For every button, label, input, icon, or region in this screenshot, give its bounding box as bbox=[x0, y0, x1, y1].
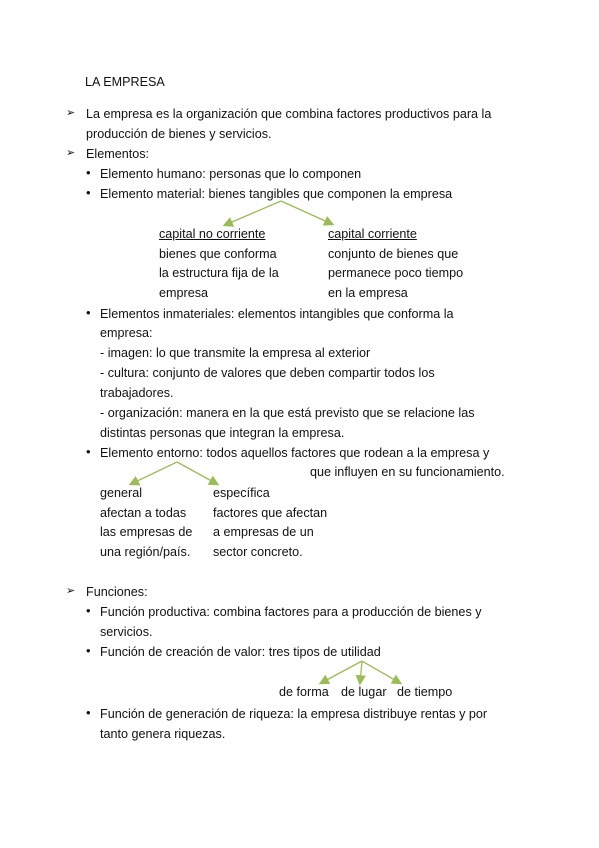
inmateriales-imagen: - imagen: lo que transmite la empresa al exterior bbox=[100, 346, 371, 360]
funcion-productiva-line: Función productiva: combina factores para a producción de bienes y bbox=[100, 605, 482, 619]
arrow-bullet-icon: ➢ bbox=[66, 585, 76, 597]
entorno-line-2: que influyen en su funcionamiento. bbox=[310, 465, 505, 479]
valor-arrow-right bbox=[362, 661, 400, 683]
inmateriales-organizacion: - organización: manera en la que está previsto que se relacione las bbox=[100, 406, 475, 420]
bullet-dot-icon: • bbox=[86, 603, 91, 618]
entorno-arrow-right bbox=[177, 462, 217, 484]
material-arrow-right bbox=[281, 201, 332, 224]
elemento-material: Elemento material: bienes tangibles que componen la empresa bbox=[100, 187, 453, 201]
bullet-dot-icon: • bbox=[86, 185, 91, 200]
arrow-bullet-icon: ➢ bbox=[66, 107, 76, 119]
especifica-line: a empresas de un bbox=[213, 525, 314, 539]
elemento-humano: Elemento humano: personas que lo componen bbox=[100, 167, 362, 181]
inmateriales-line: trabajadores. bbox=[100, 386, 174, 400]
utilidad-lugar: de lugar bbox=[341, 685, 387, 699]
funcion-riqueza-line: tanto genera riquezas. bbox=[100, 727, 226, 741]
funciones-heading: Funciones: bbox=[86, 585, 148, 599]
bullet-dot-icon: • bbox=[86, 643, 91, 658]
capital-no-corriente-line: bienes que conforma bbox=[159, 247, 277, 261]
arrow-bullet-icon: ➢ bbox=[66, 147, 76, 159]
entorno-line-1: Elemento entorno: todos aquellos factores que rodean a la empresa y bbox=[100, 446, 490, 460]
funcion-valor: Función de creación de valor: tres tipos de utilidad bbox=[100, 645, 381, 659]
bullet-dot-icon: • bbox=[86, 705, 91, 720]
especifica-line: factores que afectan bbox=[213, 506, 328, 520]
funcion-productiva-line: servicios. bbox=[100, 625, 153, 639]
capital-corriente-line: permanece poco tiempo bbox=[328, 266, 464, 280]
capital-corriente-line: conjunto de bienes que bbox=[328, 247, 459, 261]
capital-no-corriente-heading: capital no corriente bbox=[159, 227, 266, 241]
capital-corriente-line: en la empresa bbox=[328, 286, 408, 300]
material-arrow-left bbox=[225, 201, 281, 225]
valor-arrow-middle bbox=[360, 661, 362, 683]
inmateriales-line: empresa: bbox=[100, 326, 153, 340]
especifica-line: específica bbox=[213, 486, 270, 500]
bullet-dot-icon: • bbox=[86, 444, 91, 459]
definition-line-1: La empresa es la organización que combina factores productivos para la bbox=[86, 107, 492, 121]
utilidad-tiempo: de tiempo bbox=[397, 685, 453, 699]
capital-no-corriente-line: empresa bbox=[159, 286, 208, 300]
funcion-riqueza-line: Función de generación de riqueza: la empresa distribuye rentas y por bbox=[100, 707, 488, 721]
page-title: LA EMPRESA bbox=[85, 75, 165, 89]
bullet-dot-icon: • bbox=[86, 165, 91, 180]
bullet-dot-icon: • bbox=[86, 305, 91, 320]
general-line: las empresas de bbox=[100, 525, 193, 539]
general-line: afectan a todas bbox=[100, 506, 187, 520]
entorno-arrow-left bbox=[131, 462, 177, 484]
definition-line-2: producción de bienes y servicios. bbox=[86, 127, 272, 141]
especifica-line: sector concreto. bbox=[213, 545, 303, 559]
general-line: una región/país. bbox=[100, 545, 191, 559]
inmateriales-cultura: - cultura: conjunto de valores que deben compartir todos los bbox=[100, 366, 435, 380]
inmateriales-line: distintas personas que integran la empresa. bbox=[100, 426, 345, 440]
general-line: general bbox=[100, 486, 143, 500]
utilidad-forma: de forma bbox=[279, 685, 329, 699]
elementos-heading: Elementos: bbox=[86, 147, 149, 161]
valor-arrow-left bbox=[321, 661, 362, 683]
capital-no-corriente-line: la estructura fija de la bbox=[159, 266, 279, 280]
capital-corriente-heading: capital corriente bbox=[328, 227, 417, 241]
inmateriales-line: Elementos inmateriales: elementos intangibles que conforma la bbox=[100, 307, 454, 321]
